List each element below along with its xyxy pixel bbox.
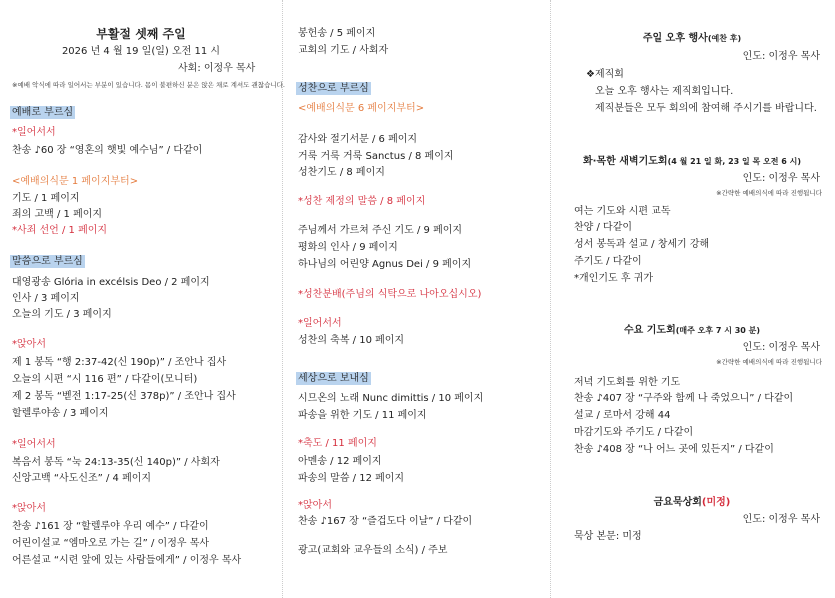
wednesday-note: ※간략한 예배의식에 따라 진행됩니다 (716, 358, 822, 366)
gospel-reading: 복음서 봉독 “눅 24:13-35(신 140p)” / 사회자 (12, 457, 220, 468)
wednesday-item: 저녁 기도회를 위한 기도 (574, 377, 681, 388)
eucharistic-prayer: 성찬기도 / 8 페이지 (298, 167, 385, 178)
liturgy-reference: <예배의식문 1 페이지부터> (12, 176, 139, 187)
dismissal: 파송의 말씀 / 12 페이지 (298, 473, 405, 484)
children-sermon: 어린이설교 “엠마오로 가는 길” / 이정우 목사 (12, 538, 210, 549)
service-date: 2026 년 4 월 19 일(일) 오전 11 시 (61, 46, 221, 57)
second-reading: 제 2 봉독 “벧전 1:17-25(신 378p)” / 조안나 집사 (12, 391, 236, 402)
instruction-sit: *앉아서 (298, 500, 332, 511)
friday-meditation-status: (미정) (701, 497, 731, 508)
church-prayer: 교회의 기도 / 사회자 (298, 45, 389, 56)
liturgy-reference: <예배의식문 6 페이지부터> (298, 103, 425, 114)
psalm: 오늘의 시편 “시 116 편” / 다같이(모니터) (12, 374, 198, 385)
distribution: *성찬분배(주님의 식탁으로 나아오십시오) (298, 289, 482, 300)
words-of-institution: *성찬 제정의 말씀 / 8 페이지 (298, 196, 426, 207)
afternoon-event-title: 주일 오후 행사 (642, 33, 708, 44)
gloria: 대영광송 Glória in excélsis Deo / 2 페이지 (12, 277, 210, 288)
instruction-stand: *일어서서 (12, 127, 56, 138)
instruction-stand: *일어서서 (298, 318, 342, 329)
sending-prayer: 파송을 위한 기도 / 11 페이지 (298, 410, 427, 421)
wednesday-item: 찬송 ♪407 장 “구주와 함께 나 죽었으니” / 다같이 (574, 393, 794, 404)
dawn-prayer-title: 화·목한 새벽기도회 (583, 156, 668, 167)
dawn-item: 찬양 / 다같이 (574, 222, 633, 233)
wednesday-leader: 인도: 이정우 목사 (742, 342, 820, 353)
dawn-leader: 인도: 이정우 목사 (742, 173, 820, 184)
instruction-sit: *앉아서 (12, 339, 46, 350)
peace: 평화의 인사 / 9 페이지 (298, 242, 398, 253)
deacon-line-1: 오늘 오후 행사는 제직회입니다. (595, 86, 734, 97)
offering: 봉헌송 / 5 페이지 (298, 28, 376, 39)
wednesday-item: 마감기도와 주기도 / 다같이 (574, 427, 694, 438)
afternoon-event-sub: (예찬 후) (707, 34, 742, 43)
wednesday-prayer-title: 수요 기도회 (623, 325, 676, 336)
officiant: 사회: 이정우 목사 (178, 63, 256, 74)
absolution: *사죄 선언 / 1 페이지 (12, 225, 108, 236)
prayer: 기도 / 1 페이지 (12, 193, 80, 204)
wednesday-item: 설교 / 로마서 강해 44 (574, 410, 671, 421)
first-reading: 제 1 봉독 “행 2:37-42(신 190p)” / 조안나 집사 (12, 357, 227, 368)
section-sacrament: 성찬으로 부르심 (298, 83, 369, 94)
dawn-item: *개인기도 후 귀가 (574, 273, 653, 284)
announcements: 광고(교회와 교우들의 소식) / 주보 (298, 545, 448, 556)
hymn-60: 찬송 ♪60 장 “영혼의 햇빛 예수님” / 다같이 (12, 145, 203, 156)
adult-sermon: 어른설교 “시련 앞에 있는 사람들에게” / 이정우 목사 (12, 555, 242, 566)
thanksgiving: 감사와 절기서문 / 6 페이지 (298, 134, 418, 145)
service-title: 부활절 셋째 주일 (96, 27, 186, 41)
alleluia: 할렐루야송 / 3 페이지 (12, 408, 109, 419)
order-of-worship-part-1 (0, 0, 285, 598)
instruction-sit: *앉아서 (12, 503, 46, 514)
friday-meditation-title: 금요묵상회 (653, 497, 702, 508)
section-sending: 세상으로 보내심 (298, 373, 369, 384)
sacrament-blessing: 성찬의 축복 / 10 페이지 (298, 335, 405, 346)
friday-leader: 인도: 이정우 목사 (742, 514, 820, 525)
deacon-line-2: 제직분들은 모두 회의에 참여해 주시기를 바랍니다. (595, 103, 817, 114)
dawn-item: 성서 봉독과 설교 / 창세기 강해 (574, 239, 710, 250)
section-word: 말씀으로 부르심 (12, 256, 83, 267)
instruction-stand: *일어서서 (12, 439, 56, 450)
collect: 오늘의 기도 / 3 페이지 (12, 309, 112, 320)
greeting: 인사 / 3 페이지 (12, 293, 80, 304)
sanctus: 거룩 거룩 거룩 Sanctus / 8 페이지 (298, 151, 454, 162)
friday-text: 묵상 본문: 미정 (574, 531, 642, 542)
posture-note: ※예배 악식에 따라 일어서는 부분이 있습니다. 몸이 불편하신 분은 앉은 채로 계셔도 괜찮습니다. (12, 81, 285, 89)
creed: 신앙고백 “사도신조” / 4 페이지 (12, 473, 152, 484)
agnus-dei: 하나님의 어린양 Agnus Dei / 9 페이지 (298, 259, 472, 270)
amen: 아멘송 / 12 페이지 (298, 456, 382, 467)
section-call-to-worship: 예배로 부르심 (12, 107, 74, 118)
wednesday-prayer-sub: (매주 오후 7 시 30 분) (675, 326, 761, 335)
dawn-item: 여는 기도와 시편 교독 (574, 206, 671, 217)
church-events (550, 0, 835, 598)
hymn-161: 찬송 ♪161 장 “할렐루야 우리 예수” / 다같이 (12, 521, 209, 532)
lords-prayer: 주님께서 가르쳐 주신 기도 / 9 페이지 (298, 225, 463, 236)
dawn-prayer-sub: (4 월 21 일 화, 23 일 목 오전 6 시) (667, 157, 801, 166)
afternoon-leader: 인도: 이정우 목사 (742, 51, 820, 62)
wednesday-item: 찬송 ♪408 장 “나 어느 곳에 있든지” / 다같이 (574, 444, 774, 455)
dawn-note: ※간략한 예배의식에 따라 진행됩니다 (716, 189, 822, 197)
deacon-meeting-title: ❖제직회 (586, 69, 624, 80)
order-of-worship-part-2 (282, 0, 550, 598)
benediction: *축도 / 11 페이지 (298, 438, 377, 449)
hymn-167: 찬송 ♪167 장 “즐겁도다 이날” / 다같이 (298, 516, 473, 527)
confession: 죄의 고백 / 1 페이지 (12, 209, 103, 220)
nunc-dimittis: 시므온의 노래 Nunc dimittis / 10 페이지 (298, 393, 484, 404)
dawn-item: 주기도 / 다같이 (574, 256, 642, 267)
